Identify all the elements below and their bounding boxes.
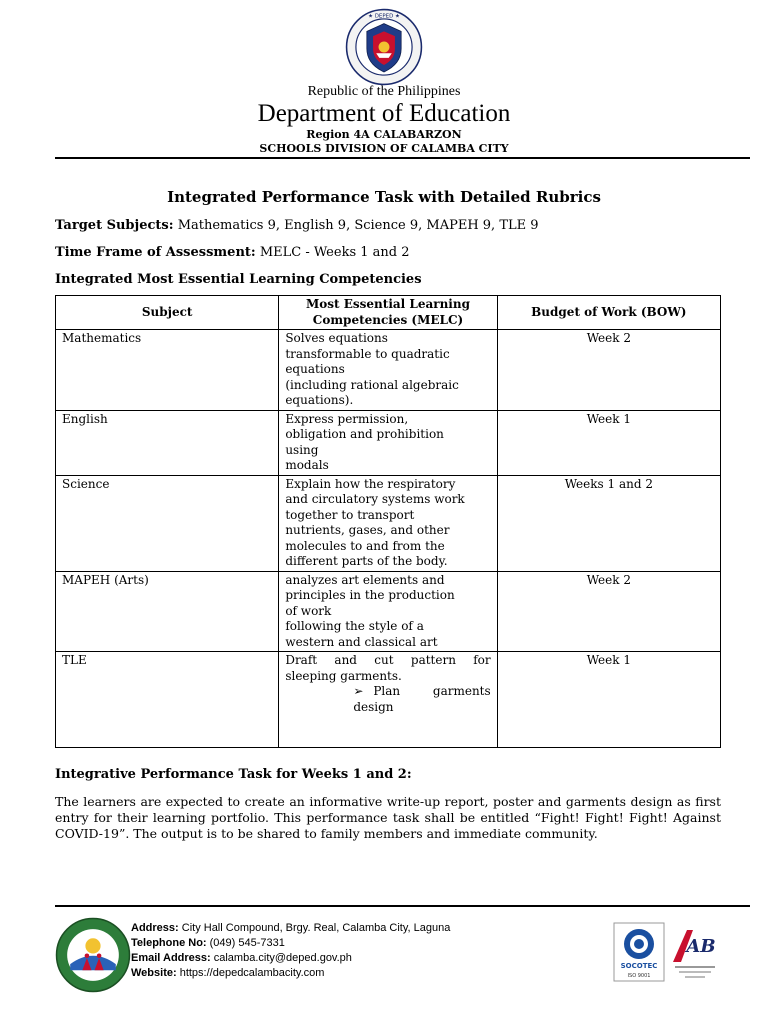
region-label: Region 4A CALABARZON (306, 128, 462, 141)
subject-cell: Mathematics (56, 330, 279, 411)
melc-line: obligation and prohibition (285, 427, 444, 441)
task-paragraph: The learners are expected to create an informative write-up report, poster and garments design as first entry for their learning portfolio. This performance task shall be entitled “Fight! Fight! Fight! Against COVID-19”. The output is to be shared to family members and immediate community. (55, 794, 721, 841)
republic-label: Republic of the Philippines (307, 84, 461, 99)
subject-cell: Science (56, 475, 279, 571)
bow-cell: Week 1 (497, 410, 720, 475)
target-subjects-value: Mathematics 9, English 9, Science 9, MAPEH 9, TLE 9 (177, 218, 539, 233)
header-bow: Budget of Work (BOW) (497, 296, 720, 330)
telephone-label: Telephone No: (131, 937, 207, 949)
bow-cell: Week 1 (497, 652, 720, 748)
melc-cell (279, 330, 497, 411)
bow-cell: Weeks 1 and 2 (497, 475, 720, 571)
table-row (56, 652, 721, 748)
melc-cell (279, 475, 497, 571)
melc-line: nutrients, gases, and other (285, 523, 450, 537)
footer-divider (55, 905, 750, 907)
target-subjects-line (55, 218, 539, 233)
melc-cell (279, 410, 497, 475)
website-line (131, 966, 450, 981)
svg-text:AB: AB (686, 936, 716, 957)
melc-text: Draft and cut pattern for sleeping garments. (285, 653, 491, 683)
division-label: SCHOOLS DIVISION OF CALAMBA CITY (259, 142, 509, 155)
arrow-bullet-icon: ➢ (353, 684, 364, 698)
time-frame-label: Time Frame of Assessment: (55, 245, 256, 260)
melc-line: molecules to and from the (285, 538, 445, 553)
melc-line: Explain how the respiratory (285, 476, 456, 491)
melc-line: equations). (285, 393, 354, 407)
task-heading: Integrative Performance Task for Weeks 1 and 2: (55, 767, 412, 782)
melc-line: modals (285, 458, 329, 472)
header-melc: Most Essential Learning Competencies (MELC) (279, 296, 497, 330)
melc-line: following the style of a (285, 619, 424, 633)
melc-heading: Integrated Most Essential Learning Competencies (55, 272, 422, 287)
bow-cell: Week 2 (497, 330, 720, 411)
melc-bullet-item (285, 684, 490, 715)
time-frame-value: MELC - Weeks 1 and 2 (259, 245, 410, 260)
melc-line: principles in the production (285, 588, 455, 602)
address-value: City Hall Compound, Brgy. Real, Calamba City, Laguna (181, 922, 451, 934)
deped-seal-icon (345, 8, 423, 86)
table-header-row (56, 296, 721, 330)
website-label: Website: (131, 967, 177, 979)
subject-cell: English (56, 410, 279, 475)
address-label: Address: (131, 922, 179, 934)
melc-line: Solves equations (285, 331, 388, 345)
subject-cell: MAPEH (Arts) (56, 571, 279, 652)
email-line (131, 951, 450, 966)
melc-line: of work (285, 603, 332, 618)
melc-line: and circulatory systems work (285, 492, 465, 506)
melc-bullet-text: Plan garments design (353, 684, 491, 714)
melc-line: analyzes art elements and (285, 572, 445, 587)
subject-cell: TLE (56, 652, 279, 748)
header-subject: Subject (56, 296, 279, 330)
header-divider (55, 157, 750, 159)
table-row (56, 571, 721, 652)
socotec-iso-9001-icon (613, 922, 665, 982)
melc-line: (including rational algebraic (285, 377, 459, 392)
email-label: Email Address: (131, 952, 211, 964)
melc-line: equations (285, 362, 345, 376)
melc-cell (279, 571, 497, 652)
department-title: Department of Education (257, 100, 511, 127)
pab-accreditation-icon (667, 922, 723, 982)
document-title: Integrated Performance Task with Detailed Rubrics (167, 188, 601, 206)
time-frame-line (55, 245, 410, 260)
melc-line: Express permission, (285, 411, 409, 426)
table-row (56, 410, 721, 475)
melc-line: using (285, 442, 319, 457)
telephone-value: (049) 545-7331 (209, 937, 285, 949)
bow-cell: Week 2 (497, 571, 720, 652)
svg-text:SOCOTEC: SOCOTEC (620, 962, 658, 970)
division-logo-icon (55, 917, 131, 993)
address-line (131, 921, 450, 936)
table-row (56, 330, 721, 411)
melc-line: transformable to quadratic (285, 346, 450, 361)
melc-line: together to transport (285, 507, 415, 522)
telephone-line (131, 936, 450, 951)
website-link[interactable]: https://depedcalambacity.com (179, 967, 325, 979)
melc-line: different parts of the body. (285, 554, 448, 568)
melc-line: western and classical art (285, 634, 438, 649)
target-subjects-label: Target Subjects: (55, 218, 174, 233)
email-link[interactable]: calamba.city@deped.gov.ph (213, 952, 352, 964)
svg-text:★ DEPED ★: ★ DEPED ★ (368, 13, 400, 20)
svg-text:ISO 9001: ISO 9001 (627, 973, 651, 979)
table-row (56, 475, 721, 571)
competencies-table (55, 295, 721, 748)
melc-cell (279, 652, 497, 748)
footer-contact (131, 921, 450, 981)
